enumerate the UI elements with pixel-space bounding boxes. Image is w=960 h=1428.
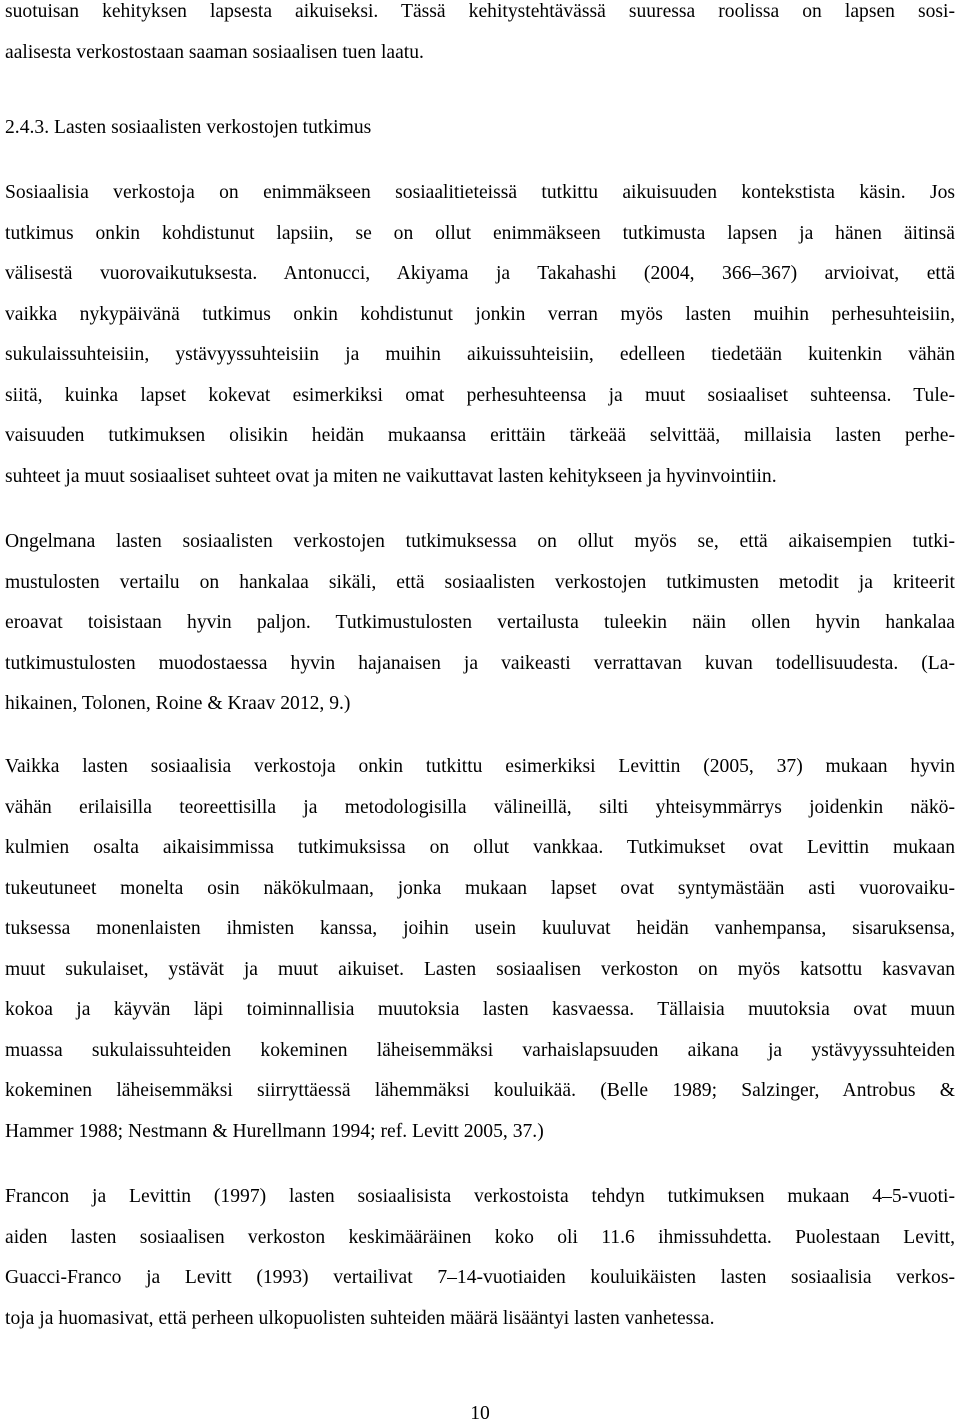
paragraph-line: hikainen, Tolonen, Roine & Kraav 2012, 9.) [5, 693, 351, 714]
paragraph-line: Guacci-Franco ja Levitt (1993) vertailivat 7–14-vuotiaiden kouluikäisten lasten sosiaalisia verkos- [5, 1267, 955, 1288]
paragraph-line: muut sukulaiset, ystävät ja muut aikuiset. Lasten sosiaalisen verkoston on myös katsottu kasvavan [5, 958, 955, 980]
paragraph-line: tutkimustulosten muodostaessa hyvin hajanaisen ja vaikeasti verrattavan kuvan todellisuudesta. (La- [5, 652, 955, 674]
paragraph-line: eroavat toisistaan hyvin paljon. Tutkimustulosten vertailusta tuleekin näin ollen hyvin hankalaa [5, 612, 955, 633]
paragraph-3 [5, 747, 955, 1152]
paragraph-line: vähän erilaisilla teoreettisilla ja metodologisilla välineillä, silti yhteisymmärrys joidenkin näkö- [5, 796, 955, 818]
paragraph-line: Francon ja Levittin (1997) lasten sosiaalisista verkostoista tehdyn tutkimuksen mukaan 4–5-vuoti- [5, 1186, 955, 1207]
paragraph-line: suotuisan kehityksen lapsesta aikuiseksi. Tässä kehitystehtävässä suuressa roolissa on lapsen sosi- [5, 1, 955, 22]
section-heading: 2.4.3. Lasten sosiaalisten verkostojen tutkimus [5, 117, 372, 138]
paragraph-line: toja ja huomasivat, että perheen ulkopuolisten suhteiden määrä lisääntyi lasten vanhetessa. [5, 1307, 715, 1329]
paragraph-line: kokoa ja käyvän läpi toiminnallisia muutoksia lasten kasvaessa. Tällaisia muutoksia ovat muun [5, 999, 955, 1020]
paragraph-line: kulmien osalta aikaisimmissa tutkimuksissa on ollut vankkaa. Tutkimukset ovat Levittin mukaan [5, 837, 955, 858]
paragraph-4 [5, 1177, 955, 1339]
paragraph-line: tuksessa monenlaisten ihmisten kanssa, joihin usein kuuluvat heidän vanhempansa, sisaruksensa, [5, 918, 955, 939]
paragraph-line: suhteet ja muut sosiaaliset suhteet ovat ja miten ne vaikuttavat lasten kehitykseen ja hyvinvointiin. [5, 465, 777, 487]
paragraph-line: tukeutuneet monelta osin näkökulmaan, jonka mukaan lapset ovat syntymästään asti vuorovaiku- [5, 877, 955, 899]
paragraph-line: Vaikka lasten sosiaalisia verkostoja onkin tutkittu esimerkiksi Levittin (2005, 37) mukaan hyvin [5, 756, 955, 777]
page-number: 10 [470, 1403, 490, 1424]
paragraph-line: aiden lasten sosiaalisen verkoston keskimääräinen koko oli 11.6 ihmissuhdetta. Puolestaan Levitt, [5, 1226, 955, 1248]
paragraph-line: Ongelmana lasten sosiaalisten verkostojen tutkimuksessa on ollut myös se, että aikaisempien tutki- [5, 531, 955, 552]
paragraph-line: mustulosten vertailu on hankalaa sikäli, että sosiaalisten verkostojen tutkimusten metodit ja kriteerit [5, 571, 955, 593]
paragraph-2 [5, 522, 955, 725]
intro-paragraph [5, 0, 955, 73]
paragraph-line: kokeminen läheisemmäksi siirryttäessä lähemmäksi kouluikää. (Belle 1989; Salzinger, Antrobus & [5, 1080, 955, 1101]
paragraph-line: vaikka nykypäivänä tutkimus onkin kohdistunut jonkin verran myös lasten muihin perhesuhteisiin, [5, 303, 955, 325]
paragraph-line: aalisesta verkostostaan saaman sosiaalisen tuen laatu. [5, 41, 424, 63]
paragraph-line: Sosiaalisia verkostoja on enimmäkseen sosiaalitieteissä tutkittu aikuisuuden kontekstista käsin. Jos [5, 182, 955, 203]
paragraph-line: muassa sukulaissuhteiden kokeminen läheisemmäksi varhaislapsuuden aikana ja ystävyyssuhteiden [5, 1039, 955, 1061]
paragraph-line: Hammer 1988; Nestmann & Hurellmann 1994; ref. Levitt 2005, 37.) [5, 1120, 544, 1142]
section-heading-block [5, 108, 955, 149]
paragraph-line: sukulaissuhteisiin, ystävyyssuhteisiin ja muihin aikuissuhteisiin, edelleen tiedetään kuitenkin vähän [5, 344, 955, 365]
paragraph-line: välisestä vuorovaikutuksesta. Antonucci, Akiyama ja Takahashi (2004, 366–367) arvioivat, että [5, 263, 955, 284]
paragraph-1 [5, 173, 955, 497]
paragraph-line: siitä, kuinka lapset kokevat esimerkiksi omat perhesuhteensa ja muut sosiaaliset suhteensa. Tule- [5, 384, 955, 406]
paragraph-line: tutkimus onkin kohdistunut lapsiin, se on ollut enimmäkseen tutkimusta lapsen ja hänen äitinsä [5, 222, 955, 244]
paragraph-line: vaisuuden tutkimuksen olisikin heidän mukaansa erittäin tärkeää selvittää, millaisia lasten perhe- [5, 425, 955, 446]
